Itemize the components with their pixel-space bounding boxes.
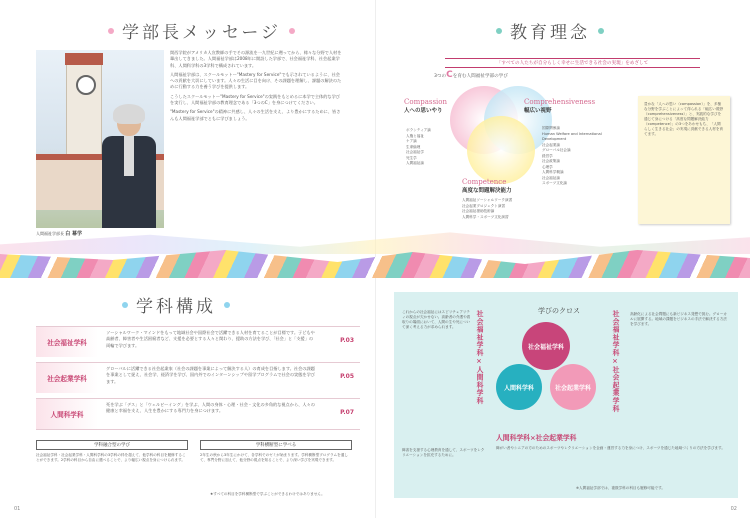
- info-box-title: 学科横断型に学べる: [200, 440, 352, 450]
- concept-note-text: 豊かな「人への思い（compassion）」を、多様な分野を学ぶことによって得られる「幅広い視野（comprehensiveness）」と、実践的な学びを通じて身につける「高度な問題解決能力（competence）」の3つをあわせもち、「人間らしく生きる社会」の実現に貢献できる人材を育てます。: [644, 102, 724, 136]
- teal-dot-icon: [496, 28, 502, 34]
- department-row: [36, 398, 360, 430]
- headline-post: を育む人間福祉学部の学び: [452, 74, 508, 79]
- cross-label-right: 社会福祉学科×社会起業学科: [611, 310, 619, 413]
- concept-note: [638, 96, 730, 224]
- department-description: 死を学ぶ「デス」と「ウェルビーイング」を学ぶ、人間の身体・心理・社会・文化の多角的な視点から、人々の健康と幸福を支え、人生を豊かにする専門力を身につけます。: [106, 402, 315, 414]
- dean-portrait: [102, 108, 156, 228]
- concept-item: 生命倫理: [406, 144, 421, 149]
- department-row: [36, 326, 360, 357]
- department-page-ref: P.07: [340, 409, 354, 416]
- caption-role: 人間福祉学部長: [36, 231, 64, 236]
- concept-item: スポーツ文化論: [542, 181, 568, 185]
- compassion-en: Compassion: [404, 98, 448, 106]
- competence-jp: 高度な問題解決能力: [462, 188, 512, 194]
- footnote: ★すべての科目を学科横断型で学ぶことができるわけではありません。: [210, 492, 325, 496]
- department-name: 人間科学科: [36, 399, 98, 429]
- compassion-items: [406, 128, 431, 167]
- concept-item: 社会政策論: [542, 159, 560, 163]
- concept-item: 社会福祉論: [542, 175, 560, 180]
- pink-dot-icon: [289, 28, 295, 34]
- competence-items: [462, 198, 512, 220]
- concept-item: 国際関係論: [542, 126, 560, 130]
- dean-message-body: [170, 50, 342, 125]
- concept-item: ケア論: [406, 139, 417, 143]
- concept-item: 社会起業論: [542, 142, 560, 147]
- department-page-ref: P.03: [340, 337, 354, 344]
- concept-item: 心理学: [542, 164, 553, 169]
- dean-paragraph: 関西学院がアメリカ人宣教師の手でその源流を一九世紀に遡ってから、様々な分野で人材を輩出してきました。人間福祉学部は2008年に開設した学部で、社会福祉学科、社会起業学科、人間科学科の3学科で構成されています。: [170, 50, 342, 68]
- dean-photo: [36, 50, 164, 228]
- headline-c: C: [446, 70, 453, 80]
- info-box-title: 学科融合型の学び: [36, 440, 188, 450]
- concept-item: Human Welfare and International Development: [542, 131, 602, 141]
- concept-item: 社会起業プロジェクト演習: [462, 203, 506, 208]
- department-description: グローバルに活躍できる社会起業家（社会の課題を事業によって解決する人）の育成を目指します。社会の課題を事業として捉え、社会学、経済学を学び、国内外でのインターンシップや留学プログラムで社会の実態を学びます。: [106, 366, 315, 384]
- cross-text-bottom-right: 障がい者やシニアの方のためのスポーツやレクリエーションを企画・運営する力を身につけ、スポーツを通じた地域づくりの方法を学びます。: [496, 446, 725, 450]
- circle-human-science: 人間科学科: [496, 364, 542, 410]
- concept-item: グローバル社会論: [542, 148, 571, 152]
- dean-paragraph: 人間福祉学部は、スクールモットー"Mastery for Service"でも示されているように、社会への貢献を大切にしています。人々の生活に目を向け、その課題を理解し、課題の解決のために行動する力を養う学びを提供します。: [170, 71, 342, 90]
- concept-item: 社会福祉学: [406, 150, 424, 154]
- concept-heading: [496, 18, 604, 43]
- comprehensiveness-items: [542, 126, 614, 187]
- cross-label-left: 社会福祉学科×人間科学科: [475, 310, 483, 405]
- cross-text-left: これからの社会福祉にはスピリチュアリティの視点が欠かせない。高齢者の介護や看取りの場面において、人間の生や死について深く考える力が求められます。: [402, 310, 471, 329]
- concept-item: 人権と福祉: [406, 133, 424, 138]
- info-box-interdisciplinary: [36, 440, 188, 494]
- compassion-label: [404, 98, 447, 114]
- blue-dot-icon: [224, 302, 230, 308]
- concept-item: 経営学: [542, 153, 553, 158]
- concept-item: 社会福祉援助技術論: [462, 209, 495, 213]
- departments-heading: [122, 292, 230, 317]
- department-name: 社会起業学科: [36, 363, 98, 393]
- circle-social-enterprise: 社会起業学科: [550, 364, 596, 410]
- departments-title: 学科構成: [136, 297, 216, 317]
- info-box-text: 2年生の秋から3年生にかけて、各学科でのゼミが始まります。学科横断型プログラムを通して、専門分野に加えて、他分野の視点を知ることで、より深い学びを実現できます。: [200, 453, 348, 462]
- concept-item: ボランティア論: [406, 128, 431, 132]
- dean-paragraph: こうしたスクールモットー"Mastery for Service"の実践をもとめるに本学で主体的な学びを実行し、人間福祉学部の教育理念である「3つのC」を身につけてください。: [170, 93, 340, 106]
- dean-paragraph: "Mastery for Service"の精神に共感し、人々の生活を支え、より豊かにするために、皆さんも人間福祉学部でともに学びましょう。: [170, 109, 341, 121]
- concept-item: 人間科学・スポーツ文化演習: [462, 214, 509, 219]
- cross-text-bottom-left: 障害を支援する心理教育を通して、スポーツをレクリエーションを拡充するために。: [402, 448, 485, 457]
- cross-footnote: ※人間福祉学部では、複数学科の科目も履修可能です。: [576, 486, 665, 490]
- teal-dot-icon: [598, 28, 604, 34]
- department-description: ソーシャルワーク・マインドをもって地域社会や国際社会で活躍できる人材を育てることが目標です。子どもや高齢者、障害者や生活困窮者など、支援を必要とする人々と関わり、援助の方法を学び、「社会」と「支援」の両輪で学びます。: [106, 330, 315, 348]
- compassion-jp: 人への思いやり: [404, 108, 443, 114]
- comprehensiveness-jp: 幅広い視野: [524, 108, 552, 114]
- page-number: 02: [730, 506, 737, 512]
- department-page-ref: P.05: [340, 373, 354, 380]
- concept-item: 死生学: [406, 155, 417, 160]
- competence-circle: [467, 116, 535, 184]
- clock-icon: [76, 75, 96, 95]
- three-c-diagram: [446, 80, 556, 190]
- department-row: [36, 362, 360, 393]
- concept-tagline: 「すべての人たちが自分らしく幸せに生活できる社会の実現」をめざして: [445, 58, 700, 68]
- info-box-cross-department: [200, 440, 352, 494]
- comprehensiveness-label: [524, 98, 595, 114]
- competence-label: [462, 178, 512, 194]
- circle-social-welfare: 社会福祉学科: [522, 322, 570, 370]
- three-c-headline: [434, 70, 508, 80]
- info-box-text: 社会福祉学科・社会起業学科・人間科学科の3学科の枠を超えて、他学科の科目を履修することができます。2学科の科目から自由に選べることで、より幅広い視点を身につけられます。: [36, 453, 186, 462]
- department-name: 社会福祉学科: [36, 327, 98, 357]
- cross-title: 学びのクロス: [538, 307, 580, 315]
- comprehensiveness-en: Comprehensiveness: [524, 98, 596, 106]
- blue-dot-icon: [122, 302, 128, 308]
- competence-en: Competence: [462, 178, 507, 186]
- photo-caption: [36, 230, 82, 237]
- cross-text-right: 高齢化による社会問題にも新ビジネス発想で挑む。グローカルに展開する。地域の課題をビジネスの手法で解決する方法を学びます。: [630, 312, 727, 326]
- dean-message-heading: [108, 18, 295, 43]
- cross-label-bottom: 人間科学科×社会起業学科: [496, 434, 577, 442]
- concept-title: 教育理念: [510, 23, 590, 43]
- dean-message-title: 学部長メッセージ: [122, 23, 281, 43]
- concept-item: 人間科学概論: [542, 170, 564, 174]
- headline-pre: 3つの: [434, 74, 447, 79]
- pink-dot-icon: [108, 28, 114, 34]
- concept-item: 人間福祉論: [406, 161, 424, 165]
- concept-item: 人間福祉ソーシャルワーク演習: [462, 198, 513, 202]
- page-number: 01: [14, 506, 21, 512]
- caption-name: 白 幕学: [65, 231, 83, 237]
